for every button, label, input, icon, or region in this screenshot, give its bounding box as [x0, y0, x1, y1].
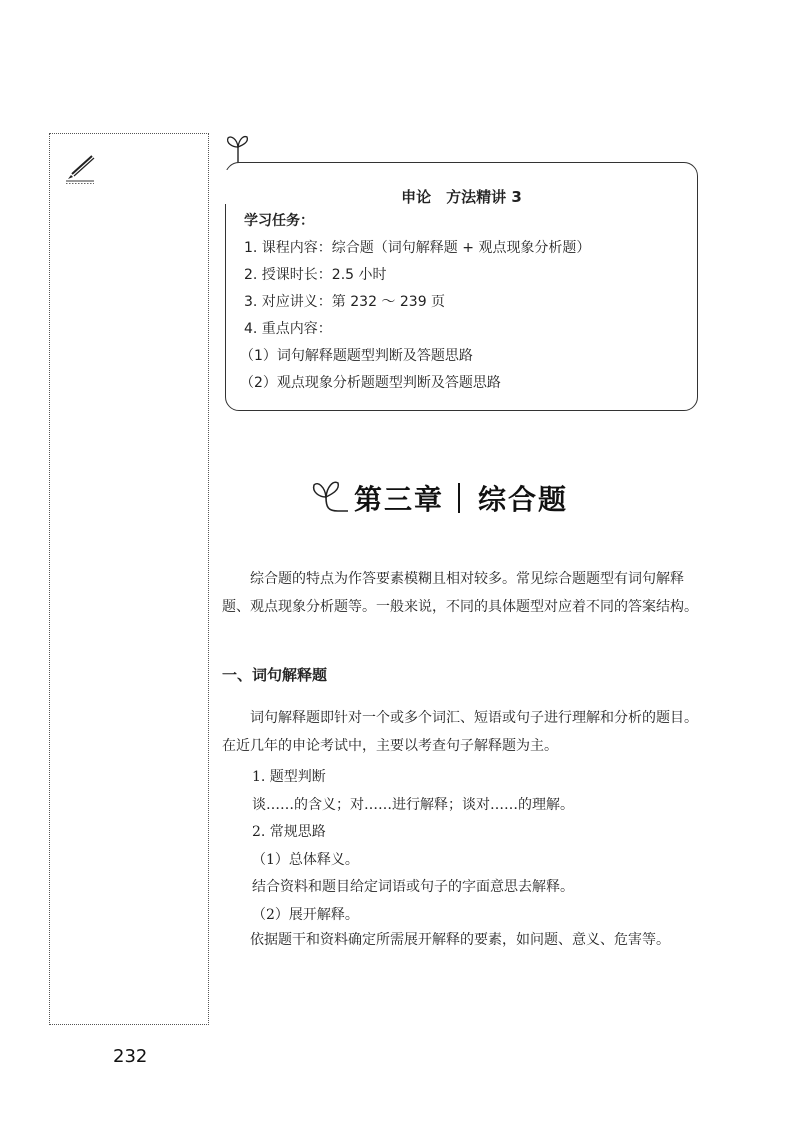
chapter-heading	[308, 470, 568, 526]
sprout-icon	[308, 477, 350, 519]
task-item-duration: 2. 授课时长：2.5 小时	[244, 267, 387, 283]
page-number: 232	[113, 1046, 148, 1067]
step-title: （2）展开解释。	[252, 907, 359, 923]
box-title: 申论 方法精讲 3	[401, 188, 522, 206]
focus-sub-item-2: （2）观点现象分析题题型判断及答题思路	[240, 375, 501, 391]
step-text: 依据题干和资料确定所需展开解释的要素，如问题、意义、危害等。	[250, 932, 670, 948]
intro-paragraph: 综合题的特点为作答要素模糊且相对较多。常见综合题题型有词句解释题、观点现象分析题等。一般来说，不同的具体题型对应着不同的答案结构。	[222, 571, 698, 615]
pen-icon	[62, 150, 98, 186]
section-heading: 一、词句解释题	[222, 666, 328, 684]
step-title: （1）总体释义。	[252, 852, 359, 868]
task-item-focus: 4. 重点内容：	[244, 321, 332, 337]
item-title: 2. 常规思路	[252, 824, 326, 840]
task-item-handout: 3. 对应讲义：第 232 ～ 239 页	[244, 294, 446, 310]
item-text: 谈……的含义；对……进行解释；谈对……的理解。	[252, 797, 574, 813]
focus-sub-item-1: （1）词句解释题题型判断及答题思路	[240, 348, 473, 364]
tasks-label: 学习任务：	[244, 213, 314, 229]
section-paragraph: 词句解释题即针对一个或多个词汇、短语或句子进行理解和分析的题目。在近几年的申论考试中，主要以考查句子解释题为主。	[222, 710, 698, 754]
notes-column	[49, 133, 209, 1025]
chapter-number: 第三章	[354, 483, 445, 516]
chapter-divider	[458, 483, 460, 513]
chapter-title: 综合题	[478, 483, 569, 516]
step-text: 结合资料和题目给定词语或句子的字面意思去解释。	[252, 879, 574, 895]
task-item-content: 1. 课程内容：综合题（词句解释题 + 观点现象分析题）	[244, 240, 591, 256]
sprout-icon	[224, 133, 252, 163]
item-title: 1. 题型判断	[252, 769, 326, 785]
